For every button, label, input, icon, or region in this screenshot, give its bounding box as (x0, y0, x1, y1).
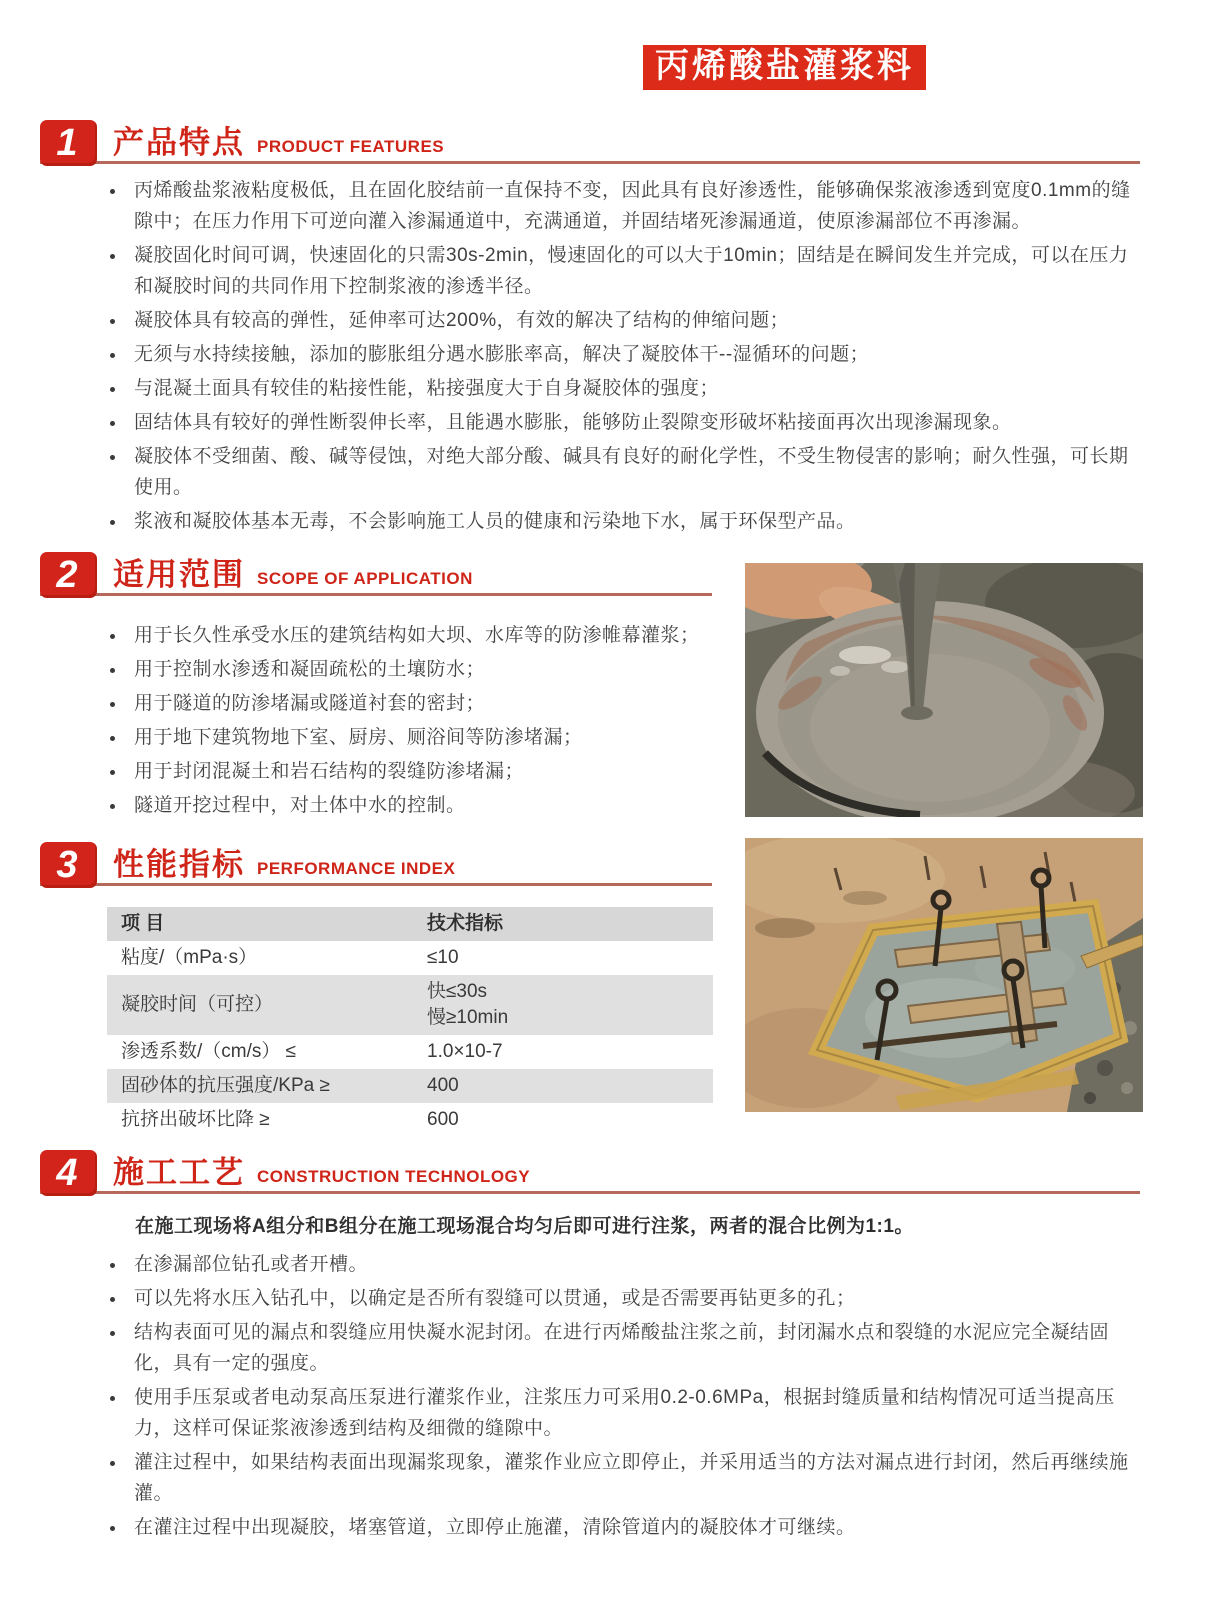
bullet-dot (110, 770, 115, 775)
table-cell: 抗挤出破坏比降 ≥ (121, 1109, 270, 1130)
bullet-dot (110, 189, 115, 194)
section-title: 适用范围 (113, 556, 245, 592)
bullet-text: 可以先将水压入钻孔中，以确定是否所有裂缝可以贯通，或是否需要再钻更多的孔； (134, 1288, 856, 1309)
section-header (40, 552, 712, 596)
bullet-text: 灌注过程中，如果结构表面出现漏浆现象，灌浆作业应立即停止，并采用适当的方法对漏点进行封闭，然后再继续施灌。 (134, 1452, 1129, 1504)
list-item (110, 441, 1140, 503)
bullet-dot (110, 634, 115, 639)
list-item (110, 506, 1140, 537)
table-cell: 渗透系数/（cm/s） ≤ (121, 1041, 297, 1062)
section-header (40, 1150, 1140, 1194)
bullet-text: 使用手压泵或者电动泵高压泵进行灌浆作业，注浆压力可采用0.2-0.6MPa，根据封缝质量和结构情况可适当提高压力，这样可保证浆液渗透到结构及细微的缝隙中。 (134, 1387, 1115, 1439)
table-row (107, 975, 713, 1035)
scope-bullet-list (110, 620, 712, 821)
list-item (110, 240, 1140, 302)
bullet-text: 无须与水持续接触，添加的膨胀组分遇水膨胀率高，解决了凝胶体干--湿循环的问题； (134, 344, 870, 365)
bullet-dot (110, 1461, 115, 1466)
table-cell: 快≤30s 慢≥10min (427, 981, 509, 1028)
section-subtitle: PRODUCT FEATURES (257, 137, 445, 157)
table-cell: 400 (427, 1075, 459, 1096)
list-item (110, 620, 712, 651)
bullet-dot (110, 520, 115, 525)
bullet-text: 凝胶固化时间可调，快速固化的只需30s-2min，慢速固化的可以大于10min；固结是在瞬间发生并完成，可以在压力和凝胶时间的共同作用下控制浆液的渗透半径。 (134, 245, 1129, 297)
bullet-text: 用于隧道的防渗堵漏或隧道衬套的密封； (134, 693, 486, 714)
section-subtitle: SCOPE OF APPLICATION (257, 569, 473, 589)
bullet-dot (110, 387, 115, 392)
section-title: 性能指标 (113, 846, 245, 882)
bullet-dot (110, 319, 115, 324)
list-item (110, 1447, 1140, 1509)
list-item (110, 373, 1140, 404)
bullet-dot (110, 421, 115, 426)
table-cell: 固砂体的抗压强度/KPa ≥ (121, 1075, 330, 1096)
list-item (110, 1512, 1140, 1543)
section-title: 产品特点 (113, 124, 245, 160)
table-row (107, 941, 713, 975)
bullet-text: 隧道开挖过程中，对土体中水的控制。 (134, 795, 466, 816)
section-construction-technology (40, 1150, 1140, 1546)
bullet-text: 用于长久性承受水压的建筑结构如大坝、水库等的防渗帷幕灌浆； (134, 625, 700, 646)
bullet-dot (110, 254, 115, 259)
bullet-dot (110, 1396, 115, 1401)
product-title-banner: 丙烯酸盐灌浆料 (643, 45, 926, 90)
bullet-text: 结构表面可见的漏点和裂缝应用快凝水泥封闭。在进行丙烯酸盐注浆之前，封闭漏水点和裂缝的水泥应完全凝结固化，具有一定的强度。 (134, 1322, 1110, 1374)
table-header-cell: 项 目 (121, 913, 165, 934)
bullet-text: 丙烯酸盐浆液粘度极低，且在固化胶结前一直保持不变，因此具有良好渗透性，能够确保浆液渗透到宽度0.1mm的缝隙中；在压力作用下可逆向灌入渗漏通道中，充满通道，并固结堵死渗漏通道，使原渗漏部位不再渗漏。 (134, 180, 1131, 232)
list-item (110, 1317, 1140, 1379)
mixing-ratio-intro: 在施工现场将A组分和B组分在施工现场混合均匀后即可进行注浆，两者的混合比例为1:1。 (135, 1216, 914, 1237)
bullet-dot (110, 455, 115, 460)
table-row (107, 1103, 713, 1137)
list-item (110, 1283, 1140, 1314)
bullet-dot (110, 353, 115, 358)
bullet-dot (110, 668, 115, 673)
formwork-grouting-photo (745, 838, 1143, 1112)
section-product-features (40, 120, 1140, 540)
list-item (110, 688, 712, 719)
list-item (110, 756, 712, 787)
section-header (40, 842, 712, 886)
table-cell: ≤10 (427, 947, 459, 968)
section-number-badge: 2 (40, 552, 97, 598)
section-number-badge: 3 (40, 842, 97, 888)
performance-index-table (107, 907, 713, 1137)
table-header-row (107, 907, 713, 941)
section-header (40, 120, 1140, 164)
list-item (110, 654, 712, 685)
construction-bullet-list (110, 1249, 1140, 1543)
bullet-dot (110, 736, 115, 741)
bullet-text: 用于封闭混凝土和岩石结构的裂缝防渗堵漏； (134, 761, 525, 782)
bullet-text: 凝胶体具有较高的弹性，延伸率可达200%，有效的解决了结构的伸缩问题； (134, 310, 790, 331)
list-item (110, 339, 1140, 370)
bullet-text: 在灌注过程中出现凝胶，堵塞管道，立即停止施灌，清除管道内的凝胶体才可继续。 (134, 1517, 856, 1538)
bullet-dot (110, 804, 115, 809)
list-item (110, 407, 1140, 438)
table-header-cell: 技术指标 (427, 913, 504, 934)
bullet-text: 用于控制水渗透和凝固疏松的土壤防水； (134, 659, 486, 680)
feature-bullet-list (110, 175, 1140, 537)
bullet-dot (110, 1331, 115, 1336)
table-cell: 凝胶时间（可控） (121, 994, 274, 1015)
bullet-text: 与混凝土面具有较佳的粘接性能，粘接强度大于自身凝胶体的强度； (134, 378, 720, 399)
list-item (110, 305, 1140, 336)
section-subtitle: PERFORMANCE INDEX (257, 859, 456, 879)
bullet-dot (110, 1263, 115, 1268)
table-cell: 600 (427, 1109, 459, 1130)
section-number-badge: 1 (40, 120, 97, 166)
table-cell: 1.0×10-7 (427, 1041, 503, 1062)
list-item (110, 1382, 1140, 1444)
list-item (110, 175, 1140, 237)
section-title: 施工工艺 (113, 1154, 245, 1190)
section-scope-of-application (40, 552, 712, 824)
slurry-mixing-photo (745, 563, 1143, 817)
bullet-text: 凝胶体不受细菌、酸、碱等侵蚀，对绝大部分酸、碱具有良好的耐化学性，不受生物侵害的影响；耐久性强，可长期使用。 (134, 446, 1129, 498)
list-item (110, 790, 712, 821)
bullet-dot (110, 702, 115, 707)
bullet-text: 在渗漏部位钻孔或者开槽。 (134, 1254, 369, 1275)
bullet-text: 固结体具有较好的弹性断裂伸长率，且能遇水膨胀，能够防止裂隙变形破坏粘接面再次出现渗漏现象。 (134, 412, 1012, 433)
table-cell: 粘度/（mPa·s） (121, 947, 258, 968)
section-performance-index (40, 842, 712, 1137)
bullet-dot (110, 1297, 115, 1302)
table-row (107, 1035, 713, 1069)
table-row (107, 1069, 713, 1103)
section-number-badge: 4 (40, 1150, 97, 1196)
bullet-dot (110, 1526, 115, 1531)
bullet-text: 用于地下建筑物地下室、厨房、厕浴间等防渗堵漏； (134, 727, 583, 748)
section-subtitle: CONSTRUCTION TECHNOLOGY (257, 1167, 531, 1187)
list-item (110, 722, 712, 753)
bullet-text: 浆液和凝胶体基本无毒，不会影响施工人员的健康和污染地下水，属于环保型产品。 (134, 511, 856, 532)
list-item (110, 1249, 1140, 1280)
